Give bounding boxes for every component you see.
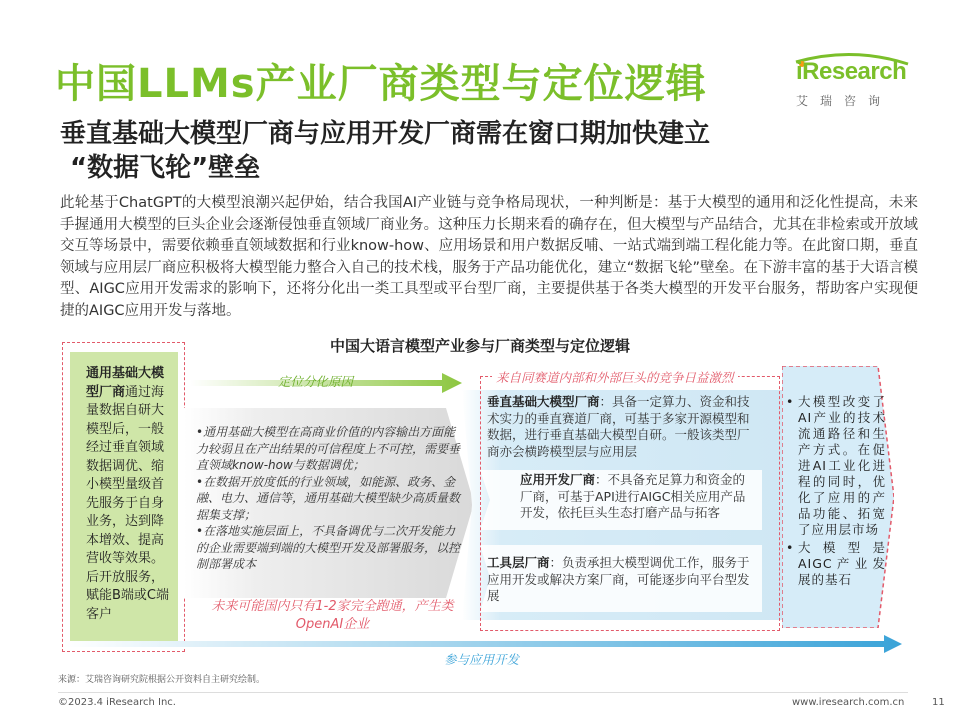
vertical-model-vendor-desc: ：具备一定算力、资金和技术实力的垂直赛道厂商，可基于多家开源模型和数据，进行垂直基础大模型自研。一般该类型厂商亦会横跨模型层与应用层 [487, 394, 750, 459]
app-dev-vendor [520, 472, 752, 522]
bullet-icon: • [786, 540, 794, 555]
competition-label: 来自同赛道内部和外部巨头的竞争日益激烈 [492, 368, 738, 386]
reason-item: •在落地实施层面上，不具备调优与二次开发能力的企业需要端到端的大模型开发及部署服务，以控制部署成本 [196, 524, 461, 571]
page-subtitle [60, 117, 920, 185]
iresearch-logo [790, 50, 920, 112]
outcome-item: • 大模型改变了AI产业的技术流通路径和生产方式。在促进AI工业化进程的同时，优化了应用的产品功能、拓宽了应用层市场 [786, 394, 886, 537]
subtitle-line-2: “数据飞轮”壁垒 [70, 153, 261, 183]
general-model-vendor-text [86, 365, 176, 624]
footer-divider [58, 692, 908, 693]
tool-layer-vendor-name: 工具层厂商 [487, 555, 550, 570]
participation-label: 参与应用开发 [444, 652, 520, 667]
website-link[interactable]: www.iresearch.com.cn [792, 697, 905, 708]
reason-item: •在数据开放度低的行业领域，如能源、政务、金融、电力、通信等，通用基础大模型缺少高质量数据集支撑； [196, 474, 461, 522]
tool-layer-vendor-desc: ：负责承担大模型调优工作，服务于应用开发或解决方案厂商，可能逐步向平台型发展 [487, 555, 750, 603]
logo-subtext: 艾瑞咨询 [796, 94, 893, 108]
reason-item: •通用基础大模型在高商业价值的内容输出方面能力较弱且在产出结果的可信程度上不可控，需要垂直领域know-how与数据调优； [196, 425, 461, 472]
logo-wordmark: iResearch [796, 58, 907, 85]
outcome-item: • 大模型是AIGC产业发展的基石 [786, 540, 886, 587]
app-dev-vendor-desc: ：不具备充足算力和资金的厂商，可基于API进行AIGC相关应用产品开发，依托巨头生态打磨产品与拓客 [520, 472, 746, 520]
positioning-reason-label: 定位分化原因 [278, 374, 354, 389]
future-note: 未来可能国内只有1-2家完全跑通，产生类OpenAI企业 [211, 599, 454, 632]
vertical-model-vendor [487, 394, 757, 460]
copyright: ©2023.4 iResearch Inc. [58, 697, 176, 708]
app-dev-vendor-name: 应用开发厂商 [520, 472, 596, 487]
intro-paragraph: 此轮基于ChatGPT的大模型浪潮兴起伊始，结合我国AI产业链与竞争格局现状，一种判断是：基于大模型的通用和泛化性提高，未来手握通用大模型的巨头企业会逐渐侵蚀垂直领域厂商业务。这种压力长期来看的确存在，但大模型与产品结合，尤其在非检索或开放域交互等场景中，需要依赖垂直领域数据和行业know-how、应用场景和用户数据反哺、一站式端到端工程化能力等。在此窗口期，垂直领域与应用层厂商应积极将大模型能力整合入自己的技术栈，服务于产品功能优化，建立“数据飞轮”壁垒。在下游丰富的基于大语言模型、AIGC应用开发需求的影响下，还将分化出一类工具型或平台型厂商，主要提供基于各类大模型的开发平台服务，帮助客户实现便捷的AIGC应用开发与落地。 [60, 195, 918, 319]
tool-layer-vendor [487, 555, 755, 605]
page-title: 中国LLMs产业厂商类型与定位逻辑 [55, 61, 707, 107]
bullet-icon: • [786, 394, 794, 409]
diagram-title: 中国大语言模型产业参与厂商类型与定位逻辑 [329, 337, 630, 355]
general-model-vendor-body: 通过海量数据自研大模型后，一般经过垂直领域数据调优、缩小模型量级首先服务于自身业务，达到降本增效、提高营收等效果。后开放服务，赋能B端或C端客户 [86, 384, 169, 622]
source-note: 来源：艾瑞咨询研究院根据公开资料自主研究绘制。 [58, 675, 266, 685]
page-number: 11 [932, 697, 945, 708]
subtitle-line-1: 垂直基础大模型厂商与应用开发厂商需在窗口期加快建立 [60, 119, 711, 149]
general-model-vendor-heading: 通用基础大模型厂商 [86, 366, 165, 400]
outcome-list [786, 394, 886, 588]
vertical-model-vendor-name: 垂直基础大模型厂商 [487, 394, 600, 409]
reasons-list [196, 424, 461, 573]
